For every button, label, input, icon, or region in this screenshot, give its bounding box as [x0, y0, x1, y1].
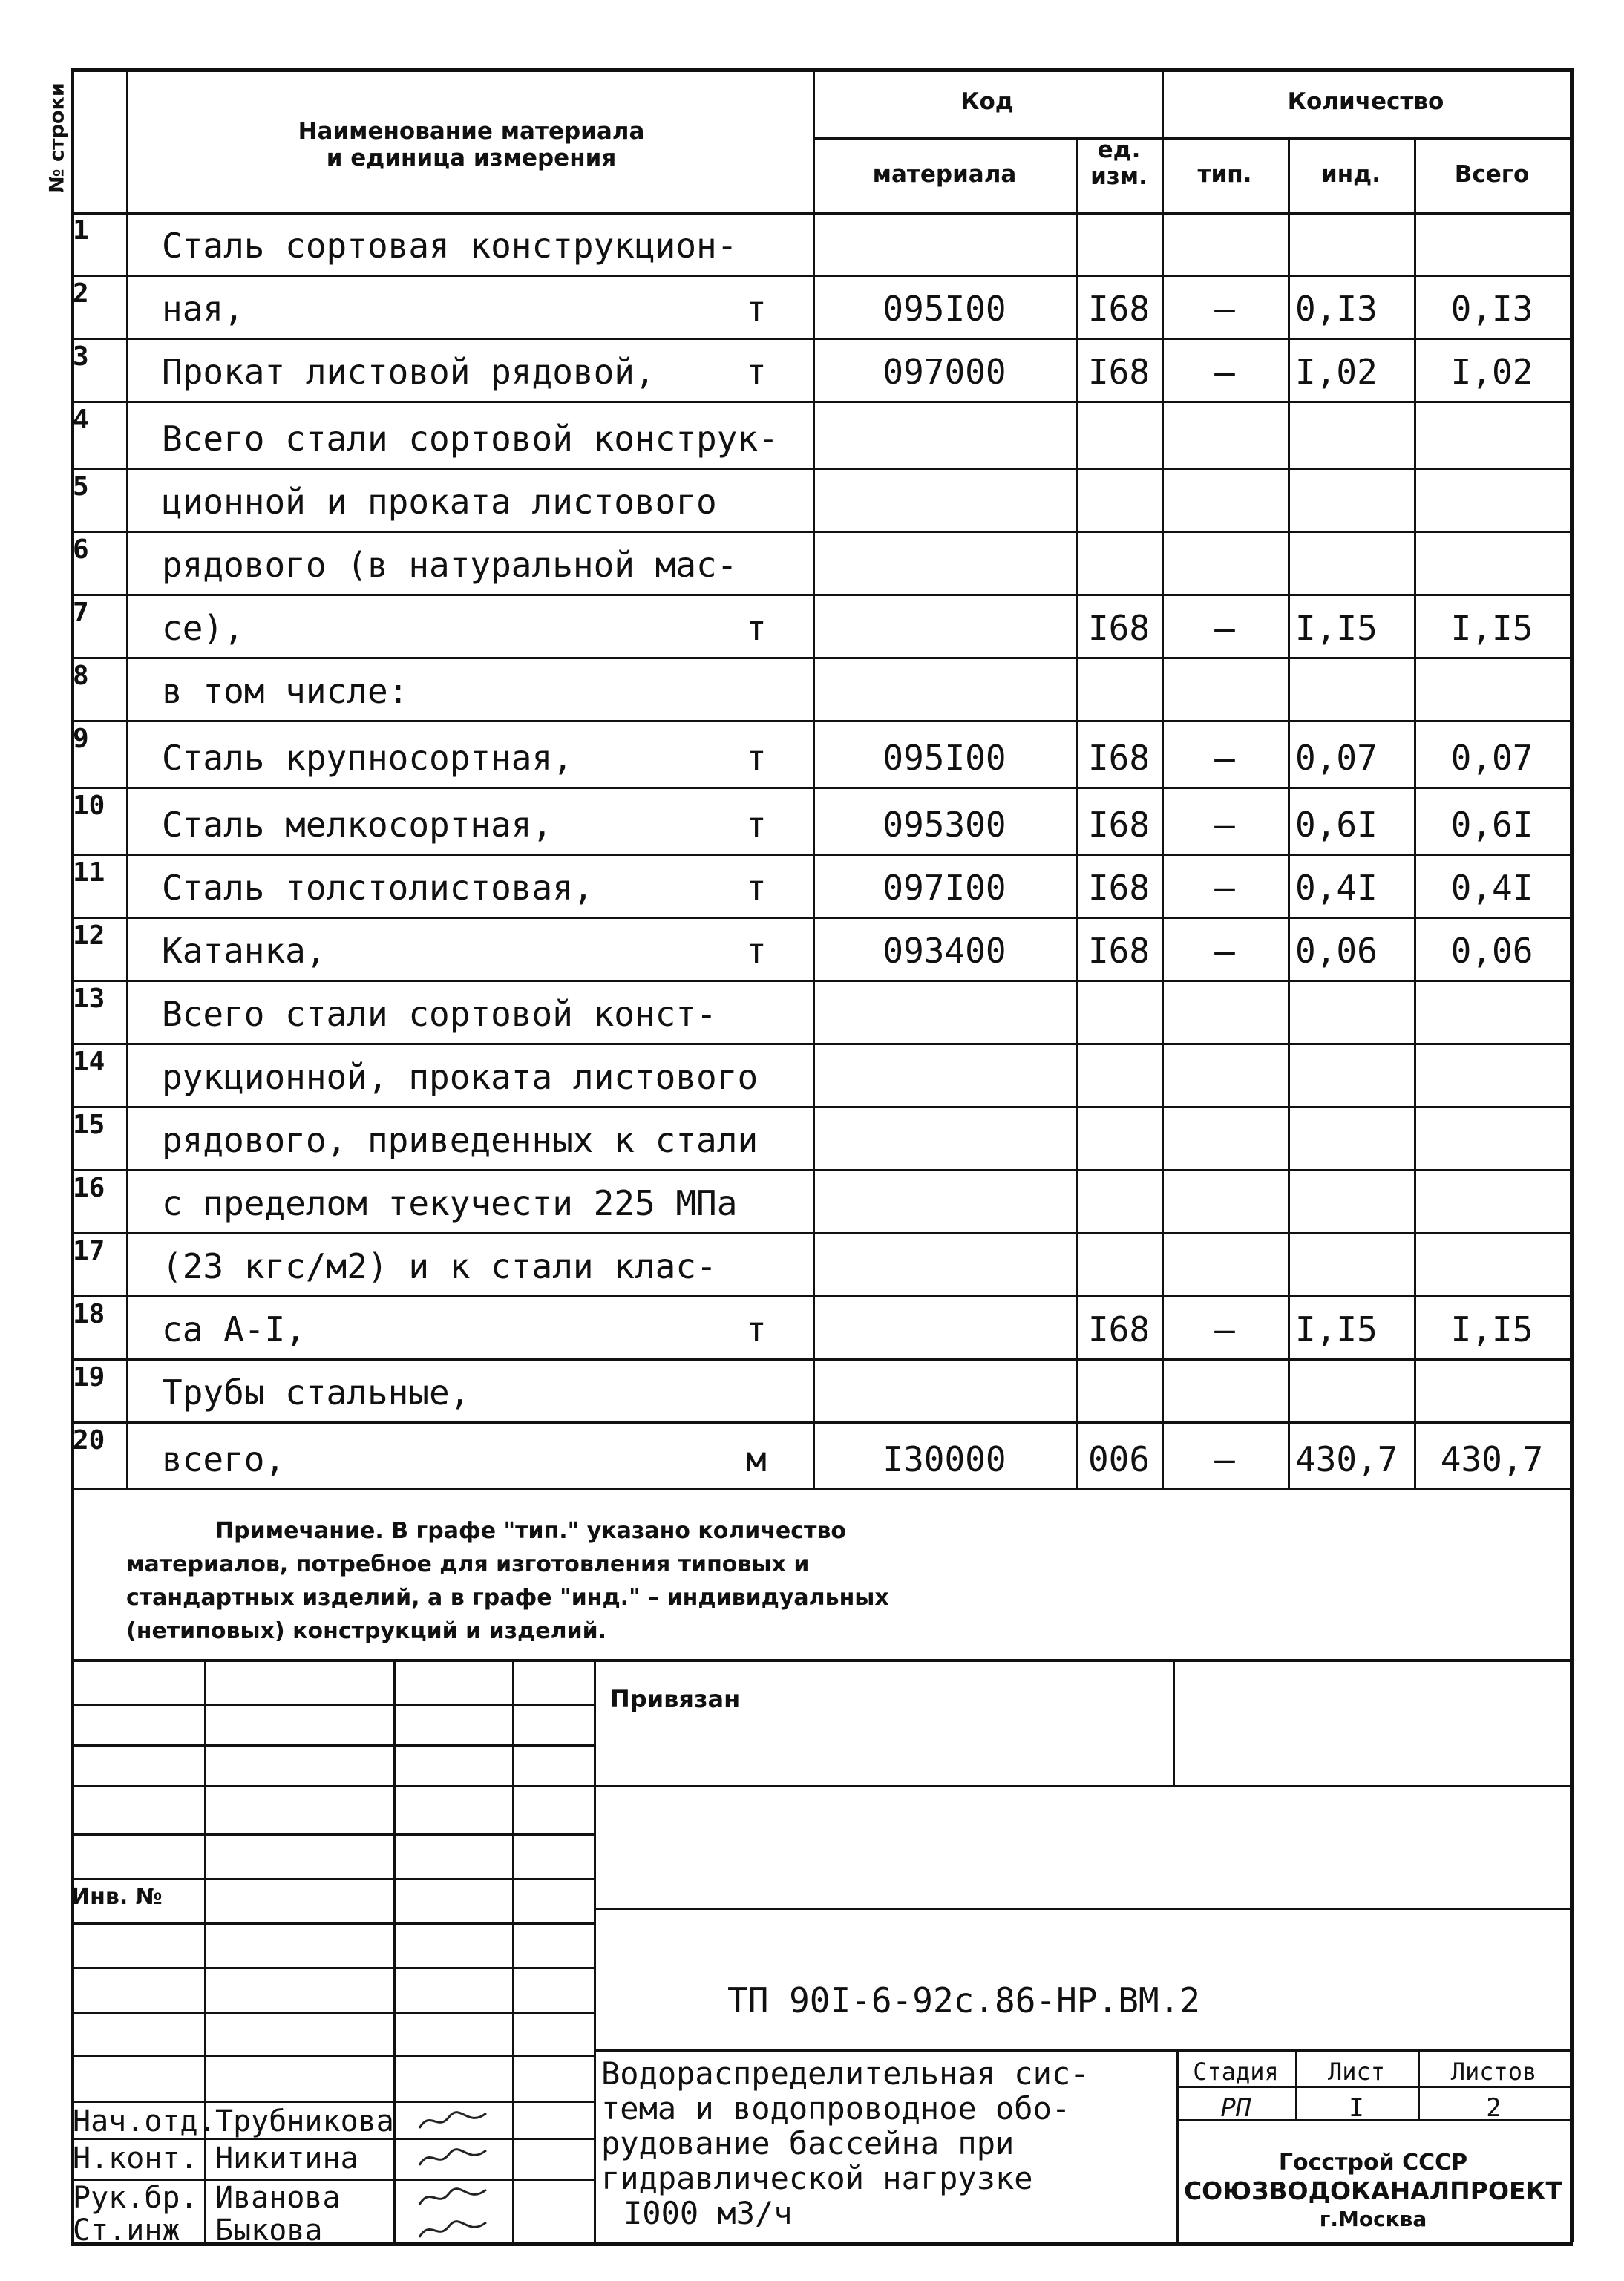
- material-code: 097000: [883, 352, 1006, 392]
- qty-typ: –: [1214, 738, 1235, 778]
- material-code: 097I00: [883, 868, 1006, 908]
- privyazan-label: Привязан: [610, 1685, 741, 1713]
- drawing-title-line1: Водораспределительная сис-: [601, 2055, 1090, 2092]
- grid-line: [71, 720, 1570, 722]
- row-number: 9: [73, 724, 89, 754]
- unit-code: 006: [1087, 1439, 1150, 1479]
- grid-line: [71, 275, 1570, 277]
- grid-line: [71, 1704, 594, 1706]
- grid-line: [594, 2049, 1570, 2052]
- inventory-number-label: Инв. №: [71, 1884, 163, 1910]
- signer-role: Рук.бр.: [73, 2181, 198, 2215]
- sheet-value: I: [1349, 2093, 1364, 2123]
- qty-ind: I,02: [1295, 352, 1378, 392]
- qty-ind: 0,6I: [1295, 805, 1378, 845]
- drawing-title-line5: I000 м3/ч: [623, 2195, 793, 2231]
- signer-name: Быкова: [215, 2213, 323, 2248]
- stage-value: РП: [1220, 2093, 1251, 2123]
- row-number: 10: [73, 791, 105, 821]
- organization-line1: Госстрой СССР: [1278, 2150, 1468, 2176]
- name-header: [126, 119, 816, 171]
- signer-role: Н.конт.: [73, 2141, 198, 2176]
- grid-line: [71, 657, 1570, 659]
- grid-line: [71, 1106, 1570, 1108]
- qty-total: 430,7: [1440, 1439, 1544, 1479]
- qty-total: I,02: [1450, 352, 1533, 392]
- qty-total: 0,07: [1450, 738, 1533, 778]
- material-code: 095I00: [883, 738, 1006, 778]
- material-name: Сталь толстолистовая,: [162, 868, 594, 908]
- unit-code: I68: [1087, 608, 1150, 648]
- quantity-header: Количество: [1287, 88, 1444, 115]
- unit-code: I68: [1087, 868, 1150, 908]
- material-name: Сталь крупносортная,: [162, 738, 573, 778]
- grid-line: [594, 1659, 596, 2242]
- grid-line: [71, 1967, 594, 1969]
- material-unit: т: [746, 805, 767, 845]
- code-unit-header: [1076, 137, 1162, 190]
- qty-typ: –: [1214, 805, 1235, 845]
- code-material-header: материала: [872, 161, 1017, 188]
- unit-code: I68: [1087, 1309, 1150, 1349]
- grid-line: [1570, 1488, 1574, 2242]
- material-name: с пределом текучести 225 МПа: [162, 1183, 738, 1223]
- row-number-header-text: № строки: [45, 82, 69, 193]
- qty-typ: –: [1214, 1309, 1235, 1349]
- material-unit: т: [746, 289, 767, 329]
- row-number: 20: [73, 1425, 105, 1456]
- unit-code: I68: [1087, 289, 1150, 329]
- signer-name: Трубникова: [215, 2104, 394, 2138]
- sheets-value: 2: [1486, 2093, 1502, 2123]
- grid-line: [71, 1295, 1570, 1297]
- grid-line: [71, 1878, 594, 1880]
- grid-line: [71, 1358, 1570, 1361]
- unit-code: I68: [1087, 352, 1150, 392]
- grid-line: [71, 594, 1570, 596]
- material-code: 093400: [883, 931, 1006, 971]
- row-number: 2: [73, 278, 89, 309]
- row-number: 13: [73, 984, 105, 1014]
- qty-typ-header: тип.: [1197, 161, 1252, 188]
- row-number: 16: [73, 1173, 105, 1203]
- qty-ind: 0,06: [1295, 931, 1378, 971]
- grid-line: [71, 2055, 594, 2057]
- row-number: 5: [73, 471, 89, 502]
- material-code: 095300: [883, 805, 1006, 845]
- grid-line: [71, 1043, 1570, 1045]
- material-name: рядового, приведенных к стали: [162, 1120, 759, 1160]
- unit-code: I68: [1087, 931, 1150, 971]
- row-number: 6: [73, 534, 89, 565]
- qty-ind: 0,07: [1295, 738, 1378, 778]
- grid-line: [71, 468, 1570, 470]
- handwritten-signature: [416, 2106, 490, 2139]
- signer-name: Никитина: [215, 2141, 358, 2176]
- row-number-header: [45, 71, 69, 212]
- stage-label: Стадия: [1193, 2058, 1279, 2086]
- note-line-2: материалов, потребное для изготовления типовых и: [126, 1551, 810, 1577]
- grid-line: [126, 68, 128, 1488]
- row-number: 19: [73, 1362, 105, 1393]
- grid-line: [71, 854, 1570, 856]
- code-unit-header-line2: изм.: [1090, 163, 1147, 190]
- grid-line: [71, 1232, 1570, 1234]
- organization: [1176, 2149, 1570, 2233]
- material-name: Всего стали сортовой конструк-: [162, 419, 779, 459]
- row-number: 12: [73, 920, 105, 951]
- signer-role: Ст.инж: [73, 2213, 180, 2248]
- organization-line2: СОЮЗВОДОКАНАЛПРОЕКТ: [1183, 2176, 1563, 2205]
- grid-line: [71, 1922, 594, 1925]
- material-unit: т: [746, 1309, 767, 1349]
- qty-typ: –: [1214, 931, 1235, 971]
- grid-line: [71, 2101, 594, 2103]
- material-code: I30000: [883, 1439, 1006, 1479]
- grid-line: [71, 1659, 1570, 1662]
- material-unit: т: [746, 352, 767, 392]
- grid-line: [71, 1488, 1570, 1490]
- grid-line: [71, 1785, 594, 1787]
- qty-total-header: Всего: [1454, 161, 1530, 188]
- grid-line: [594, 1785, 1570, 1787]
- qty-ind-header: инд.: [1321, 161, 1381, 188]
- name-header-line1: Наименование материала: [298, 118, 645, 145]
- row-number: 11: [73, 857, 105, 888]
- qty-total: 0,I3: [1450, 289, 1533, 329]
- drawing-title-line4: гидравлической нагрузке: [601, 2160, 1033, 2196]
- row-number: 14: [73, 1047, 105, 1077]
- grid-line: [71, 1833, 594, 1836]
- sheet-label: Лист: [1327, 2058, 1386, 2086]
- handwritten-signature: [416, 2143, 490, 2176]
- unit-code: I68: [1087, 738, 1150, 778]
- qty-typ: –: [1214, 608, 1235, 648]
- material-name: рядового (в натуральной мас-: [162, 545, 738, 585]
- grid-line: [71, 1169, 1570, 1171]
- document-code: ТП 90I-6-92с.86-НР.ВМ.2: [727, 1980, 1200, 2020]
- material-name: в том числе:: [162, 671, 409, 711]
- material-unit: т: [746, 931, 767, 971]
- material-unit: т: [746, 608, 767, 648]
- qty-ind: 0,I3: [1295, 289, 1378, 329]
- material-name: ная,: [162, 289, 244, 329]
- material-name: всего,: [162, 1439, 286, 1479]
- material-name: рукционной, проката листового: [162, 1057, 759, 1097]
- material-name: са А-I,: [162, 1309, 306, 1349]
- material-name: Прокат листовой рядовой,: [162, 352, 655, 392]
- qty-total: I,I5: [1450, 1309, 1533, 1349]
- qty-ind: 430,7: [1295, 1439, 1398, 1479]
- material-name: Трубы стальные,: [162, 1372, 471, 1413]
- name-header-line2: и единица измерения: [326, 144, 617, 171]
- handwritten-signature: [416, 2182, 490, 2216]
- grid-line: [1173, 1659, 1175, 1785]
- qty-total: 0,4I: [1450, 868, 1533, 908]
- grid-line: [71, 980, 1570, 982]
- row-number: 4: [73, 405, 89, 435]
- grid-line: [813, 68, 815, 1488]
- grid-line: [71, 212, 1570, 215]
- grid-line: [1570, 68, 1574, 1488]
- material-unit: м: [746, 1439, 767, 1479]
- note-line-4: (нетиповых) конструкций и изделий.: [126, 1618, 607, 1644]
- qty-total: I,I5: [1450, 608, 1533, 648]
- qty-typ: –: [1214, 352, 1235, 392]
- material-name: ционной и проката листового: [162, 482, 717, 522]
- grid-line: [71, 68, 1573, 72]
- unit-code: I68: [1087, 805, 1150, 845]
- grid-line: [71, 401, 1570, 403]
- material-name: се),: [162, 608, 244, 648]
- sheets-label: Листов: [1450, 2058, 1537, 2086]
- qty-ind: I,I5: [1295, 608, 1378, 648]
- grid-line: [1176, 2086, 1570, 2088]
- drawing-title-line3: рудование бассейна при: [601, 2125, 1015, 2161]
- material-name: Всего стали сортовой конст-: [162, 994, 717, 1034]
- material-name: Сталь мелкосортная,: [162, 805, 553, 845]
- qty-ind: 0,4I: [1295, 868, 1378, 908]
- material-name: Катанка,: [162, 931, 327, 971]
- row-number: 8: [73, 661, 89, 691]
- grid-line: [71, 1421, 1570, 1424]
- material-code: 095I00: [883, 289, 1006, 329]
- note-line-3: стандартных изделий, а в графе "инд." – индивидуальных: [126, 1585, 889, 1611]
- organization-line3: г.Москва: [1319, 2207, 1427, 2231]
- grid-line: [71, 917, 1570, 919]
- note-line-1: Примечание. В графе "тип." указано количество: [215, 1518, 847, 1544]
- grid-line: [71, 531, 1570, 533]
- drawing-title: [601, 2056, 1089, 2231]
- qty-total: 0,06: [1450, 931, 1533, 971]
- grid-line: [1288, 137, 1290, 1488]
- qty-typ: –: [1214, 289, 1235, 329]
- qty-typ: –: [1214, 868, 1235, 908]
- row-number: 17: [73, 1236, 105, 1266]
- grid-line: [1162, 68, 1164, 1488]
- handwritten-signature: [416, 2215, 490, 2248]
- signer-role: Нач.отд.: [73, 2104, 216, 2138]
- code-unit-header-line1: ед.: [1097, 137, 1141, 163]
- material-unit: т: [746, 868, 767, 908]
- qty-typ: –: [1214, 1439, 1235, 1479]
- signer-name: Иванова: [215, 2181, 341, 2215]
- row-number: 1: [73, 215, 89, 246]
- code-header: Код: [960, 88, 1014, 115]
- material-name: (23 кгс/м2) и к стали клас-: [162, 1246, 717, 1286]
- row-number: 18: [73, 1299, 105, 1329]
- grid-line: [71, 338, 1570, 340]
- grid-line: [1162, 137, 1570, 140]
- grid-line: [71, 1744, 594, 1747]
- grid-line: [594, 1908, 1570, 1910]
- row-number: 7: [73, 598, 89, 628]
- drawing-title-line2: тема и водопроводное обо-: [601, 2090, 1071, 2127]
- grid-line: [71, 2012, 594, 2014]
- material-name: Сталь сортовая конструкцион-: [162, 226, 738, 266]
- material-unit: т: [746, 738, 767, 778]
- qty-total: 0,6I: [1450, 805, 1533, 845]
- row-number: 15: [73, 1110, 105, 1140]
- grid-line: [71, 787, 1570, 789]
- row-number: 3: [73, 341, 89, 372]
- qty-ind: I,I5: [1295, 1309, 1378, 1349]
